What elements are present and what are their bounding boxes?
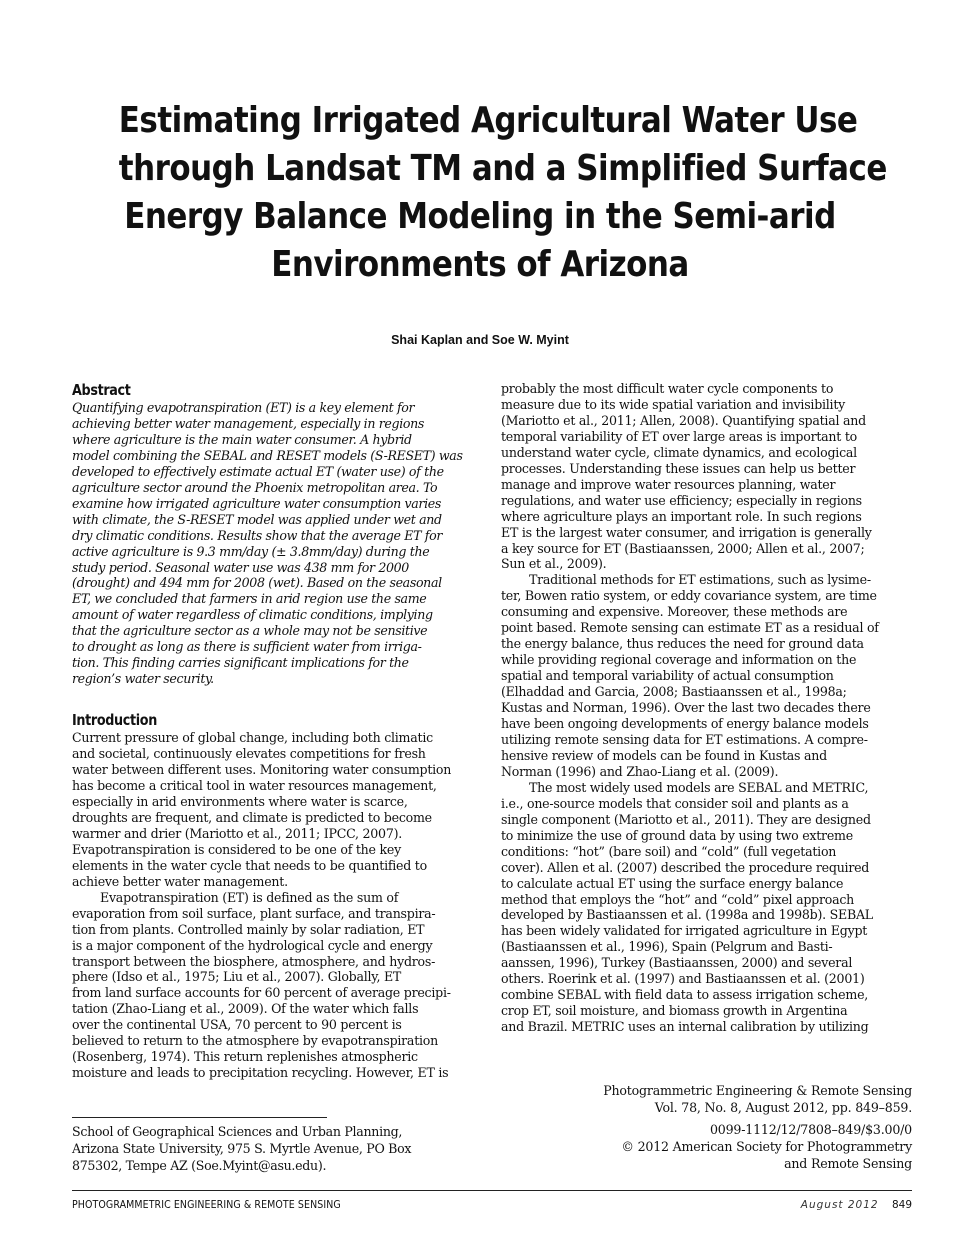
text-line: utilizing remote sensing data for ET estimations. A compre-	[501, 731, 868, 747]
text-line: droughts are frequent, and climate is predicted to become	[72, 809, 432, 825]
text-line: that the agriculture sector as a whole may not be sensitive	[72, 623, 428, 639]
abstract-text	[72, 400, 484, 687]
abstract-heading: Abstract	[72, 381, 131, 399]
text-line: developed to effectively estimate actual ET (water use) of the	[72, 463, 444, 479]
citation-block	[560, 1082, 912, 1116]
text-line: examine how irrigated agriculture water consumption varies	[72, 495, 441, 511]
text-line: point based. Remote sensing can estimate ET as a residual of	[501, 620, 879, 636]
text-line: warmer and drier (Mariotto et al., 2011; IPCC, 2007).	[72, 825, 403, 841]
text-line: where agriculture is the main water consumer. A hybrid	[72, 431, 412, 447]
text-line: while providing regional coverage and information on the	[501, 652, 857, 668]
text-line: processes. Understanding these issues can help us better	[501, 460, 856, 476]
introduction-section	[72, 710, 484, 1081]
text-line: ter, Bowen ratio system, or eddy covariance system, are time	[501, 588, 877, 604]
text-line: tion from plants. Controlled mainly by solar radiation, ET	[72, 921, 425, 937]
text-line: region’s water security.	[72, 671, 214, 687]
text-line: tion. This finding carries significant implications for the	[72, 655, 409, 671]
copyright-block	[560, 1121, 912, 1172]
footer-page-info	[801, 1199, 912, 1211]
text-line: (drought) and 494 mm for 2008 (wet). Based on the seasonal	[72, 575, 442, 591]
text-line: ET is the largest water consumer, and irrigation is generally	[501, 524, 872, 540]
text-line: consuming and expensive. Moreover, these methods are	[501, 604, 848, 620]
introduction-text	[72, 730, 484, 1081]
text-line: water between different uses. Monitoring water consumption	[72, 762, 452, 778]
text-line: conditions: “hot” (bare soil) and “cold” (full vegetation	[501, 843, 837, 859]
text-line: dry climatic conditions. Results show that the average ET for	[72, 527, 442, 543]
footer-rule	[72, 1190, 912, 1191]
left-column	[72, 380, 484, 1081]
text-line: transport between the biosphere, atmosphere, and hydros-	[72, 953, 436, 969]
text-line: has become a critical tool in water resources management,	[72, 778, 437, 794]
text-line: agriculture sector around the Phoenix metropolitan area. To	[72, 479, 438, 495]
text-line: active agriculture is 9.3 mm/day (± 3.8mm/day) during the	[72, 543, 430, 559]
affiliation-footnote	[72, 1123, 492, 1174]
copyright-line: © 2012 American Society for Photogrammetry	[621, 1139, 912, 1154]
text-line: Evapotranspiration (ET) is defined as the sum of	[100, 889, 399, 905]
text-line: single component (Mariotto et al., 2011). They are designed	[501, 811, 871, 827]
text-line: especially in arid environments where water is scarce,	[72, 793, 408, 809]
text-line: to minimize the use of ground data by using two extreme	[501, 827, 853, 843]
text-line: elements in the water cycle that needs to be quantified to	[72, 857, 427, 873]
issn-info: 0099-1112/12/7808–849/$3.00/0	[709, 1122, 912, 1137]
introduction-heading: Introduction	[72, 711, 157, 730]
copyright-line: and Remote Sensing	[784, 1156, 912, 1171]
affiliation-line: 875302, Tempe AZ (Soe.Myint@asu.edu).	[72, 1158, 327, 1173]
text-line: understand water cycle, climate dynamics, and ecological	[501, 444, 857, 460]
author-list: Shai Kaplan and Soe W. Myint	[391, 333, 569, 347]
text-line: ET, we concluded that farmers in arid region use the same	[72, 591, 427, 607]
text-line: a key source for ET (Bastiaanssen, 2000; Allen et al., 2007;	[501, 540, 865, 556]
affiliation-line: Arizona State University, 975 S. Myrtle Avenue, PO Box	[72, 1141, 412, 1156]
text-line: (Mariotto et al., 2011; Allen, 2008). Quantifying spatial and	[501, 412, 866, 428]
text-line: achieving better water management, especially in regions	[72, 415, 425, 431]
text-line: and Brazil. METRIC uses an internal calibration by utilizing	[501, 1019, 869, 1035]
text-line: tation (Zhao-Liang et al., 2009). Of the water which falls	[72, 1001, 419, 1017]
text-line: Sun et al., 2009).	[501, 556, 607, 572]
title-line: through Landsat TM and a Simplified Surface	[118, 148, 887, 189]
text-line: to drought as long as there is sufficient water from irriga-	[72, 639, 422, 655]
text-line: (Rosenberg, 1974). This return replenishes atmospheric	[72, 1049, 418, 1065]
text-line: Quantifying evapotranspiration (ET) is a key element for	[72, 400, 415, 415]
title-line: Environments of Arizona	[271, 244, 689, 285]
text-line: from land surface accounts for 60 percent of average precipi-	[72, 985, 451, 1001]
journal-name: Photogrammetric Engineering & Remote Sensing	[603, 1083, 912, 1098]
text-line: to calculate actual ET using the surface energy balance	[501, 875, 844, 891]
text-line: manage and improve water resources planning, water	[501, 476, 836, 492]
volume-info: Vol. 78, No. 8, August 2012, pp. 849–859.	[654, 1100, 912, 1115]
text-line: developed by Bastiaanssen et al. (1998a and 1998b). SEBAL	[501, 907, 873, 923]
text-line: evaporation from soil surface, plant surface, and transpira-	[72, 905, 436, 921]
title-line: Energy Balance Modeling in the Semi-arid	[124, 196, 836, 237]
text-line: Evapotranspiration is considered to be one of the key	[72, 841, 401, 857]
text-line: method that employs the “hot” and “cold” pixel approach	[501, 891, 854, 907]
text-line: combine SEBAL with field data to assess irrigation scheme,	[501, 987, 869, 1003]
text-line: with climate, the S-RESET model was applied under wet and	[72, 511, 442, 527]
text-line: model combining the SEBAL and RESET models (S-RESET) was	[72, 447, 463, 463]
text-line: phere (Idso et al., 1975; Liu et al., 2007). Globally, ET	[72, 969, 402, 985]
text-line: Traditional methods for ET estimations, such as lysime-	[529, 572, 871, 588]
text-line: achieve better water management.	[72, 873, 288, 889]
text-line: Current pressure of global change, including both climatic	[72, 730, 433, 746]
text-line: others. Roerink et al. (1997) and Bastiaanssen et al. (2001)	[501, 971, 865, 987]
right-column	[501, 381, 913, 1035]
text-line: measure due to its wide spatial variation and invisibility	[501, 396, 846, 412]
text-line: crop ET, soil moisture, and biomass growth in Argentina	[501, 1003, 848, 1019]
text-line: (Elhaddad and Garcia, 2008; Bastiaanssen et al., 1998a;	[501, 684, 847, 700]
text-line: the energy balance, thus reduces the need for ground data	[501, 636, 864, 652]
footer-journal: PHOTOGRAMMETRIC ENGINEERING & REMOTE SENSING	[72, 1199, 341, 1211]
footer-month: August 2012	[800, 1199, 879, 1211]
page-number: 849	[891, 1199, 912, 1211]
text-line: spatial and temporal variability of actual consumption	[501, 668, 834, 684]
text-line: (Bastiaanssen et al., 1996), Spain (Pelgrum and Basti-	[501, 939, 833, 955]
paper-title	[118, 97, 887, 289]
text-line: is a major component of the hydrological cycle and energy	[72, 937, 433, 953]
text-line: probably the most difficult water cycle components to	[501, 381, 834, 396]
text-line: aanssen, 1996), Turkey (Bastiaanssen, 2000) and several	[501, 955, 853, 971]
text-line: over the continental USA, 70 percent to 90 percent is	[72, 1017, 402, 1033]
text-line: cover). Allen et al. (2007) described the procedure required	[501, 859, 870, 875]
title-line: Estimating Irrigated Agricultural Water Use	[118, 100, 858, 141]
text-line: Norman (1996) and Zhao-Liang et al. (2009).	[501, 763, 779, 779]
text-line: regulations, and water use efficiency; especially in regions	[501, 492, 862, 508]
affiliation-line: School of Geographical Sciences and Urban Planning,	[72, 1124, 403, 1139]
text-line: The most widely used models are SEBAL and METRIC,	[529, 779, 869, 795]
text-line: have been ongoing developments of energy balance models	[501, 716, 869, 732]
text-line: i.e., one-source models that consider soil and plants as a	[501, 795, 849, 811]
footnote-divider	[72, 1117, 327, 1118]
text-line: amount of water regardless of climatic conditions, implying	[72, 607, 433, 623]
text-line: study period. Seasonal water use was 438 mm for 2000	[72, 559, 409, 575]
text-line: has been widely validated for irrigated agriculture in Egypt	[501, 923, 868, 939]
abstract-section	[72, 380, 484, 687]
text-line: hensive review of models can be found in Kustas and	[501, 747, 827, 763]
text-line: Kustas and Norman, 1996). Over the last two decades there	[501, 700, 871, 716]
text-line: temporal variability of ET over large areas is important to	[501, 428, 857, 444]
text-line: believed to return to the atmosphere by evapotranspiration	[72, 1033, 438, 1049]
text-line: moisture and leads to precipitation recycling. However, ET is	[72, 1065, 449, 1081]
text-line: and societal, continuously elevates competitions for fresh	[72, 746, 426, 762]
text-line: where agriculture plays an important role. In such regions	[501, 508, 862, 524]
